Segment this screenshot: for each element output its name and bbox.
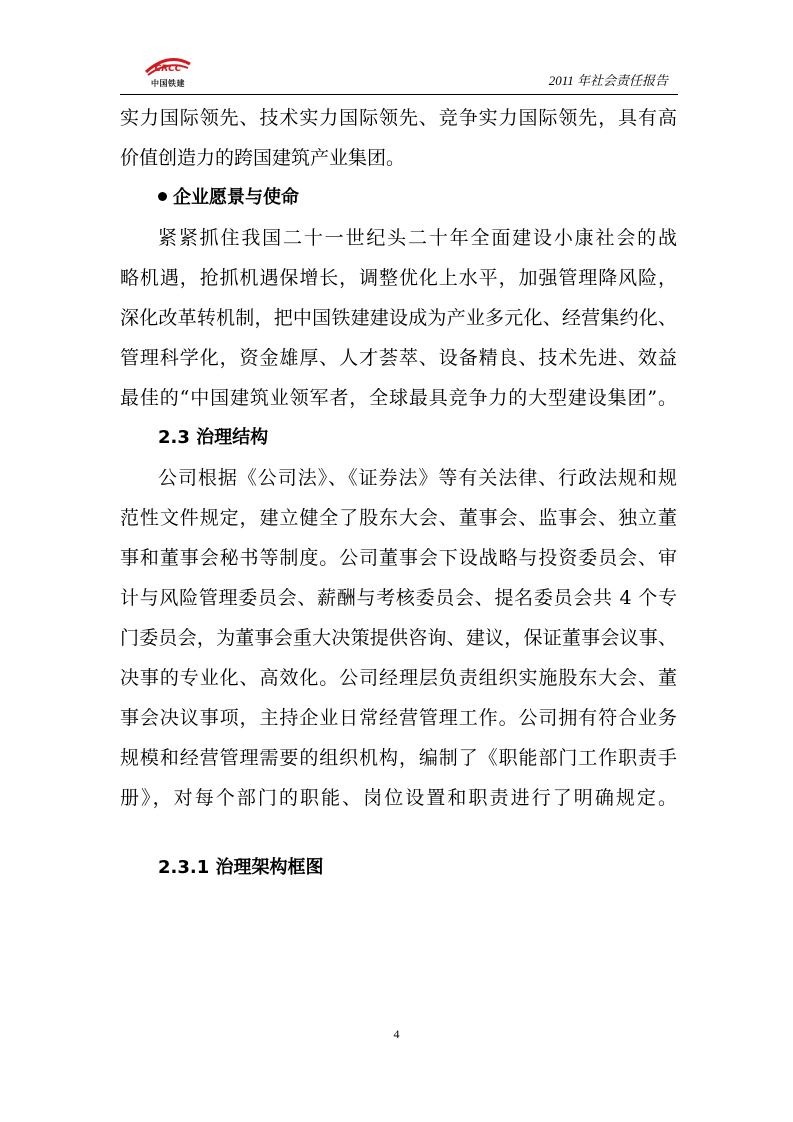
vision-heading-text: 企业愿景与使命 xyxy=(173,187,299,208)
report-title: 2011 年社会责任报告 xyxy=(548,73,668,88)
paragraph-line: 决事的专业化、高效化。公司经理层负责组织实施股东大会、董 xyxy=(120,667,677,689)
bullet-icon xyxy=(158,192,167,201)
logo-mark-text: CRCC xyxy=(154,64,182,74)
paragraph-line: 事和董事会秘书等制度。公司董事会下设战略与投资委员会、审 xyxy=(120,547,677,569)
paragraph-line: 门委员会，为董事会重大决策提供咨询、建议，保证董事会议事、 xyxy=(120,627,677,649)
paragraph-line: 略机遇，抢抓机遇保增长，调整优化上水平，加强管理降风险， xyxy=(120,267,677,289)
paragraph-line: 事会决议事项，主持企业日常经营管理工作。公司拥有符合业务 xyxy=(120,707,677,729)
company-logo xyxy=(140,50,196,90)
subsection-heading: 2.3.1 治理架构框图 xyxy=(158,857,324,878)
paragraph-line: 紧紧抓住我国二十一世纪头二十年全面建设小康社会的战 xyxy=(158,227,677,249)
paragraph-line: 实力国际领先、技术实力国际领先、竞争实力国际领先，具有高 xyxy=(120,107,677,129)
company-name: 中国铁建 xyxy=(151,79,185,88)
paragraph-line: 管理科学化，资金雄厚、人才荟萃、设备精良、技术先进、效益 xyxy=(120,347,677,369)
vision-heading xyxy=(120,178,677,218)
paragraph-line: 最佳的“中国建筑业领军者，全球最具竞争力的大型建设集团”。 xyxy=(120,387,677,409)
paragraph-line: 计与风险管理委员会、薪酬与考核委员会、提名委员会共 4 个专 xyxy=(120,587,677,609)
paragraph-line: 深化改革转机制，把中国铁建建设成为产业多元化、经营集约化、 xyxy=(120,307,677,329)
page-header xyxy=(120,44,678,95)
paragraph-line: 价值创造力的跨国建筑产业集团。 xyxy=(120,147,406,169)
crcc-logo-icon xyxy=(140,50,196,80)
section-heading: 2.3 治理结构 xyxy=(158,427,269,448)
paragraph-line: 规模和经营管理需要的组织机构，编制了《职能部门工作职责手 xyxy=(120,747,677,769)
paragraph-line: 公司根据《公司法》、《证券法》等有关法律、行政法规和规 xyxy=(158,467,677,489)
paragraph-line: 册》，对每个部门的职能、岗位设置和职责进行了明确规定。 xyxy=(120,787,677,809)
paragraph-line: 范性文件规定，建立健全了股东大会、董事会、监事会、独立董 xyxy=(120,507,677,529)
document-body xyxy=(120,98,677,888)
page-number: 4 xyxy=(393,1027,400,1041)
